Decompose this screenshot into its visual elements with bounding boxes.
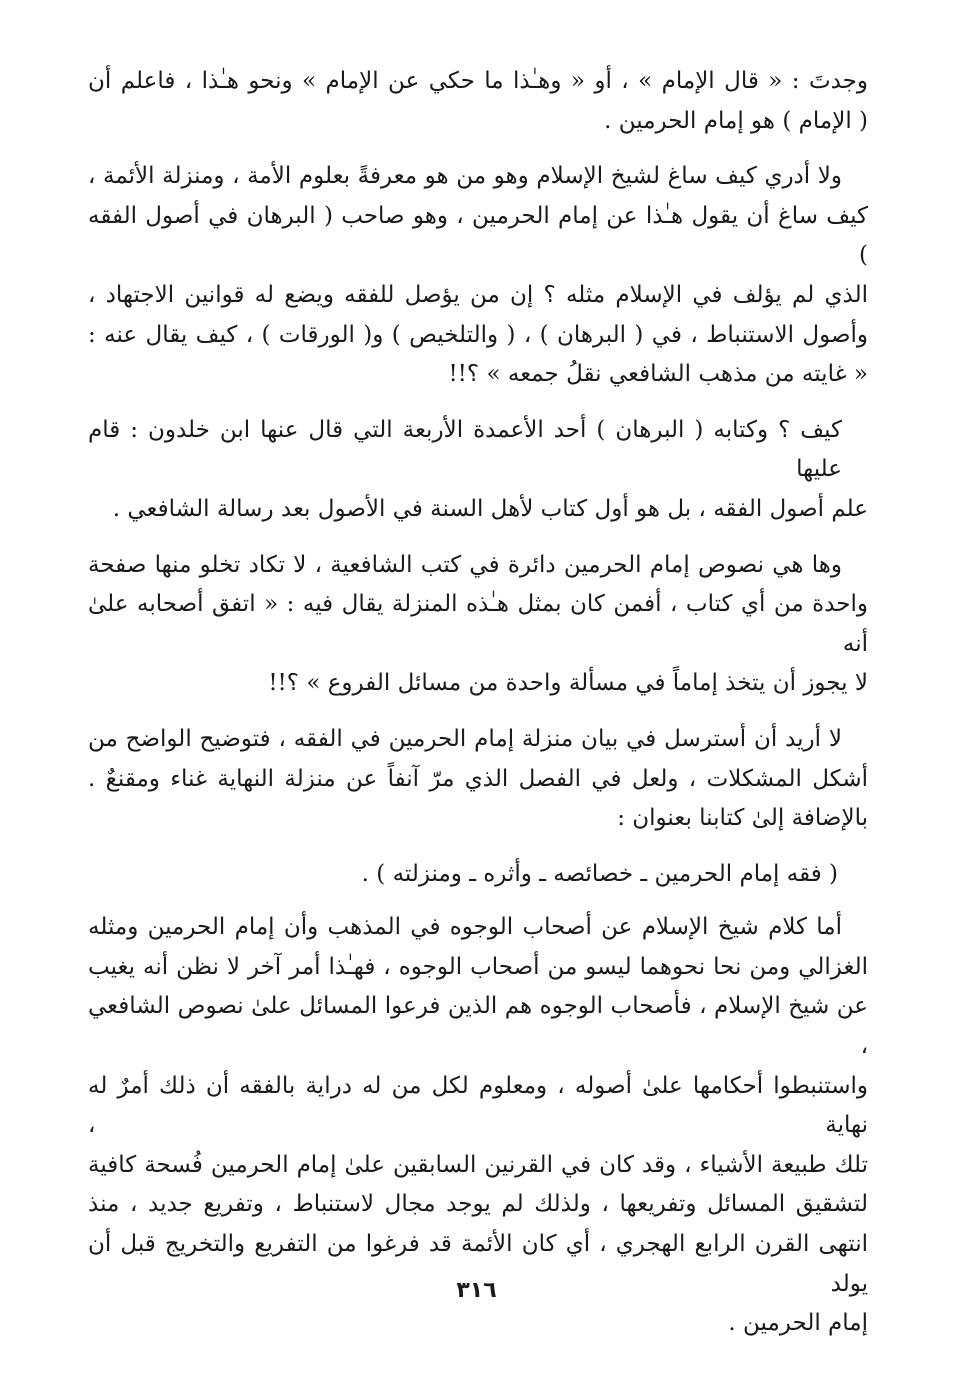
paragraph-5 [88, 720, 868, 839]
text-line: لا أريد أن أسترسل في بيان منزلة إمام الحرمين في الفقه ، فتوضيح الواضح من [88, 725, 842, 752]
paragraph-2 [88, 157, 868, 395]
text-line: وجدتَ : « قال الإمام » ، أو « وهـٰذا ما حكي عن الإمام » ونحو هـٰذا ، فاعلم أن [88, 68, 868, 94]
text-line: إمام الحرمين . [728, 1310, 868, 1337]
text-line: « غايته من مذهب الشافعي نقلُ جمعه » ؟!! [448, 361, 868, 388]
text-line: انتهى القرن الرابع الهجري ، أي كان الأئمة قد فرغوا من التفريع والتخريج قبل أن يولد [88, 1231, 868, 1297]
paragraph-3 [88, 411, 868, 530]
paragraph-1 [88, 62, 868, 141]
page-number: ٣١٦ [456, 1278, 497, 1303]
text-line: الغزالي ومن نحا نحوهما ليسو من أصحاب الوجوه ، فهـٰذا أمر آخر لا نظن أنه يغيب [88, 953, 868, 980]
page-body [88, 62, 868, 1360]
text-line: لتشقيق المسائل وتفريعها ، ولذلك لم يوجد مجال لاستنباط ، وتفريع جديد ، منذ [88, 1191, 868, 1218]
text-line: أشكل المشكلات ، ولعل في الفصل الذي مرّ آنفاً عن منزلة النهاية غناء ومقنعٌ . [88, 765, 868, 792]
text-line: تلك طبيعة الأشياء ، وقد كان في القرنين السابقين علىٰ إمام الحرمين فُسحة كافية [88, 1151, 868, 1178]
text-line: بالإضافة إلىٰ كتابنا بعنوان : [617, 805, 868, 832]
text-line: وأصول الاستنباط ، في ( البرهان ) ، ( والتلخيص ) و( الورقات ) ، كيف يقال عنه : [88, 321, 868, 348]
text-line: عن شيخ الإسلام ، فأصحاب الوجوه هم الذين فرعوا المسائل علىٰ نصوص الشافعي ، [88, 993, 868, 1060]
text-line: واحدة من أي كتاب ، أفمن كان بمثل هـٰذه المنزلة يقال فيه : « اتفق أصحابه علىٰ أنه [88, 591, 868, 657]
text-line: وها هي نصوص إمام الحرمين دائرة في كتب الشافعية ، لا تكاد تخلو منها صفحة [88, 551, 842, 578]
text-line: كيف ؟ وكتابه ( البرهان ) أحد الأعمدة الأربعة التي قال عنها ابن خلدون : قام عليها [88, 416, 842, 483]
text-line: الذي لم يؤلف في الإسلام مثله ؟ إن من يؤصل للفقه ويضع له قوانين الاجتهاد ، [88, 281, 868, 308]
text-line: علم أصول الفقه ، بل هو أول كتاب لأهل السنة في الأصول بعد رسالة الشافعي . [112, 495, 868, 522]
book-title-line [88, 855, 868, 895]
text-line: واستنبطوا أحكامها علىٰ أصوله ، ومعلوم لكل من له دراية بالفقه أن ذلك أمرٌ له نهاية ، [88, 1072, 868, 1139]
text-line: ولا أدري كيف ساغ لشيخ الإسلام وهو من هو معرفةً بعلوم الأمة ، ومنزلة الأئمة ، [88, 163, 842, 190]
text-line: ( فقه إمام الحرمين ـ خصائصه ـ وأثره ـ ومنزلته ) . [361, 860, 838, 887]
text-line: ( الإمام ) هو إمام الحرمين . [604, 107, 868, 134]
text-line: لا يجوز أن يتخذ إماماً في مسألة واحدة من مسائل الفروع » ؟!! [268, 670, 868, 697]
text-line: كيف ساغ أن يقول هـٰذا عن إمام الحرمين ، وهو صاحب ( البرهان في أصول الفقه ) [88, 202, 868, 269]
text-line: أما كلام شيخ الإسلام عن أصحاب الوجوه في المذهب وأن إمام الحرمين ومثله [88, 914, 842, 941]
paragraph-4 [88, 546, 868, 704]
